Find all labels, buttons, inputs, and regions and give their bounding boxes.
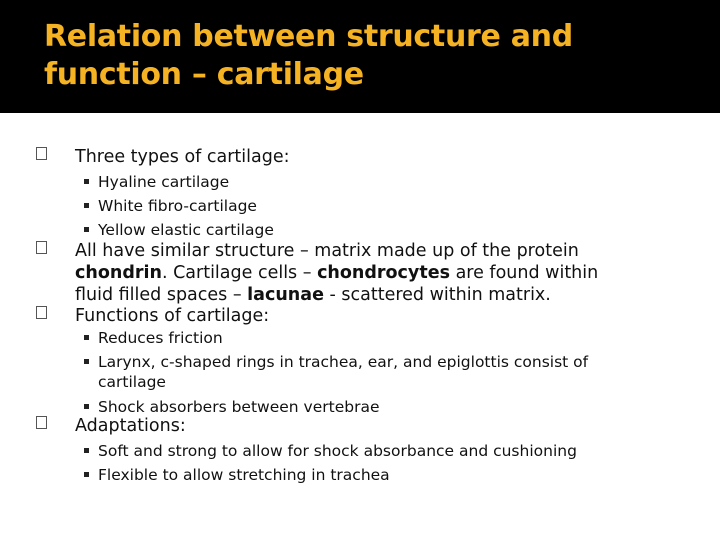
bullet-text: Adaptations: <box>75 416 186 436</box>
box-bullet-icon <box>36 306 47 319</box>
term-lacunae: lacunae <box>247 285 324 305</box>
sub-bullet-text: Flexible to allow stretching in trachea <box>98 466 390 484</box>
square-bullet-icon <box>84 404 89 409</box>
sub-bullet-text: Hyaline cartilage <box>98 173 230 191</box>
box-bullet-icon <box>36 241 47 254</box>
square-bullet-icon <box>84 448 89 453</box>
bullet-text <box>75 240 635 306</box>
slide-title-line-1: Relation between structure and <box>44 19 573 54</box>
box-bullet-icon <box>36 147 47 160</box>
slide-title-line-2: function – cartilage <box>44 57 364 92</box>
square-bullet-icon <box>84 179 89 184</box>
square-bullet-icon <box>84 472 89 477</box>
square-bullet-icon <box>84 335 89 340</box>
sub-bullet-text: Shock absorbers between vertebrae <box>98 398 380 416</box>
structure-text-2: . Cartilage cells – <box>161 263 318 283</box>
sub-bullet-text: Reduces friction <box>98 329 223 347</box>
term-chondrocytes: chondrocytes <box>317 263 450 283</box>
sub-bullet-text: White fibro-cartilage <box>98 197 257 215</box>
bullet-text: Functions of cartilage: <box>75 306 270 326</box>
square-bullet-icon <box>84 203 89 208</box>
structure-text-1: All have similar structure – matrix made up of the protein <box>75 241 579 261</box>
square-bullet-icon <box>84 227 89 232</box>
box-bullet-icon <box>36 416 47 429</box>
square-bullet-icon <box>84 359 89 364</box>
sub-bullet-text: Larynx, c-shaped rings in trachea, ear, and epiglottis consist of cartilage <box>98 353 589 391</box>
bullet-text: Three types of cartilage: <box>75 147 290 167</box>
structure-text-3: are found within fluid filled spaces – <box>75 263 599 305</box>
sub-bullet-text: Yellow elastic cartilage <box>98 221 274 239</box>
sub-bullet-text: Soft and strong to allow for shock absorbance and cushioning <box>98 442 577 460</box>
structure-text-4: - scattered within matrix. <box>323 285 551 305</box>
term-chondrin: chondrin <box>75 263 162 283</box>
